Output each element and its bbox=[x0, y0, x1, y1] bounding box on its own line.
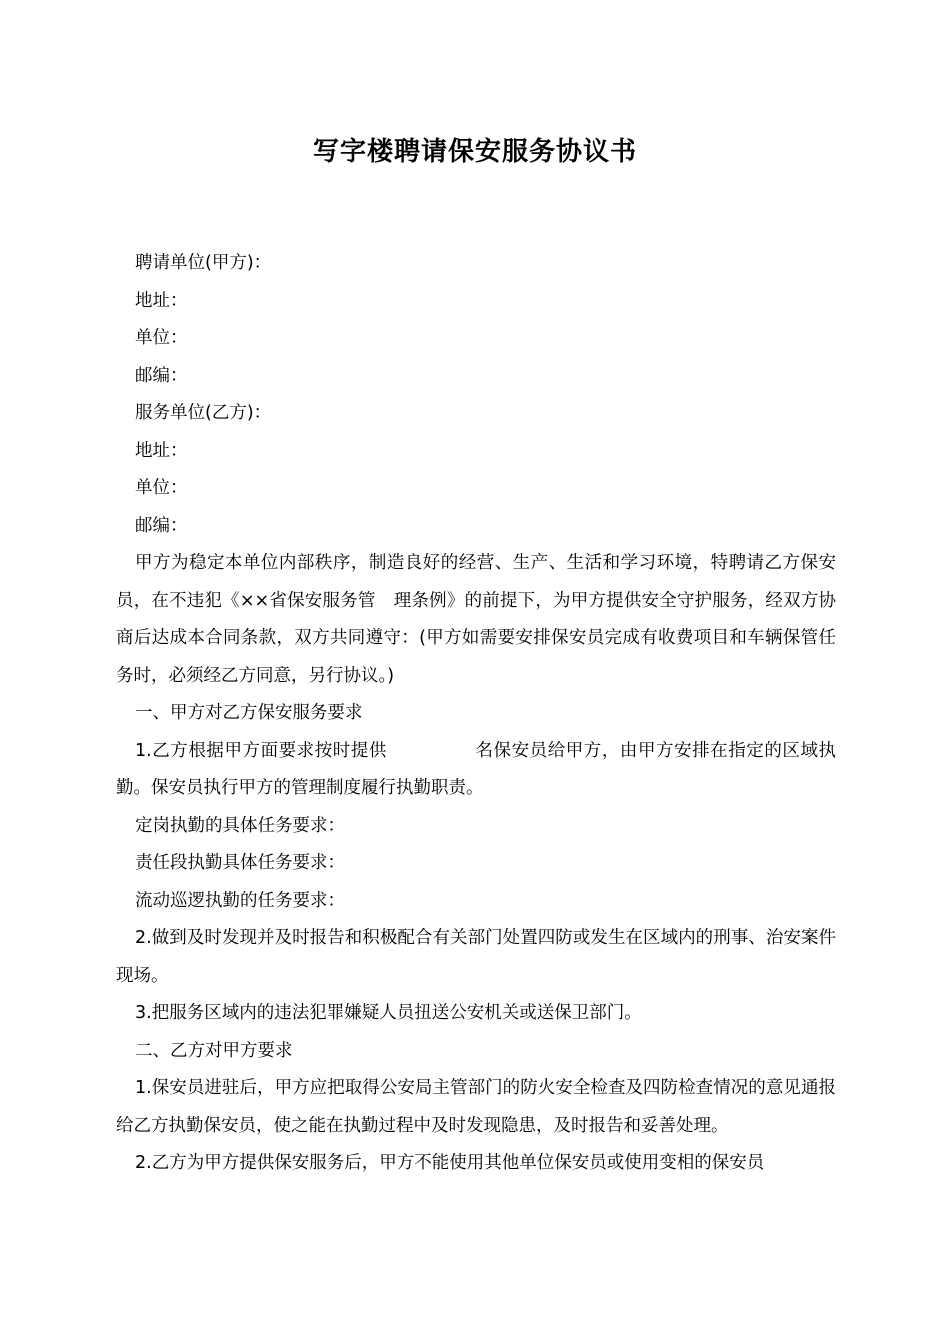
party-a-postcode: 邮编： bbox=[135, 365, 188, 386]
intro-text-part2: 理条例》的前提下，为甲方提供安全守护服务，经双方协商后达成本合同条款，双方共同遵守：(甲方如需要安排保安员完成有收费项目和车辆保管任务时，必须经乙方同意，另行协议。) bbox=[116, 590, 837, 686]
intro-text-part1: 甲方为稳定本单位内部秩序，制造良好的经营、生产、生活和学习环境，特聘请乙方保安员，在不违犯《××省保安服务管 bbox=[116, 553, 836, 611]
intro-paragraph bbox=[116, 545, 836, 695]
party-b-address: 地址： bbox=[135, 440, 188, 461]
patrol-duty-label: 流动巡逻执勤的任务要求： bbox=[135, 890, 345, 911]
party-b-postcode: 邮编： bbox=[135, 515, 188, 536]
party-b-unit: 单位： bbox=[135, 478, 188, 498]
section1-item1 bbox=[116, 733, 836, 808]
section1-item1-part1: 1.乙方根据甲方面要求按时提供 bbox=[135, 740, 387, 761]
party-a-address: 地址： bbox=[135, 290, 188, 311]
section1-heading: 一、甲方对乙方保安服务要求 bbox=[135, 703, 363, 723]
party-b-label: 服务单位(乙方)： bbox=[135, 403, 272, 423]
section2-item2: 2.乙方为甲方提供保安服务后，甲方不能使用其他单位保安员或使用变相的保安员 bbox=[135, 1153, 765, 1173]
party-a-label: 聘请单位(甲方)： bbox=[135, 253, 272, 273]
section2-heading: 二、乙方对甲方要求 bbox=[135, 1040, 293, 1061]
section2-item1: 1.保安员进驻后，甲方应把取得公安局主管部门的防火安全检查及四防检查情况的意见通报给乙方执勤保安员，使之能在执勤过程中及时发现隐患，及时报告和妥善处理。 bbox=[116, 1078, 836, 1136]
document-body bbox=[116, 245, 836, 1183]
party-a-unit: 单位： bbox=[135, 328, 188, 348]
document-title: 写字楼聘请保安服务协议书 bbox=[312, 137, 637, 167]
section1-item3: 3.把服务区域内的违法犯罪嫌疑人员扭送公安机关或送保卫部门。 bbox=[135, 1003, 642, 1023]
post-duty-label: 定岗执勤的具体任务要求： bbox=[135, 815, 345, 836]
section1-item2: 2.做到及时发现并及时报告和积极配合有关部门处置四防或发生在区域内的刑事、治安案件现场。 bbox=[116, 928, 836, 986]
zone-duty-label: 责任段执勤具体任务要求： bbox=[135, 853, 345, 873]
section1-item1-part2: 名保安员给甲方，由甲方安排在指定的区域执勤。保安员执行甲方的管理制度履行执勤职责。 bbox=[116, 740, 836, 798]
